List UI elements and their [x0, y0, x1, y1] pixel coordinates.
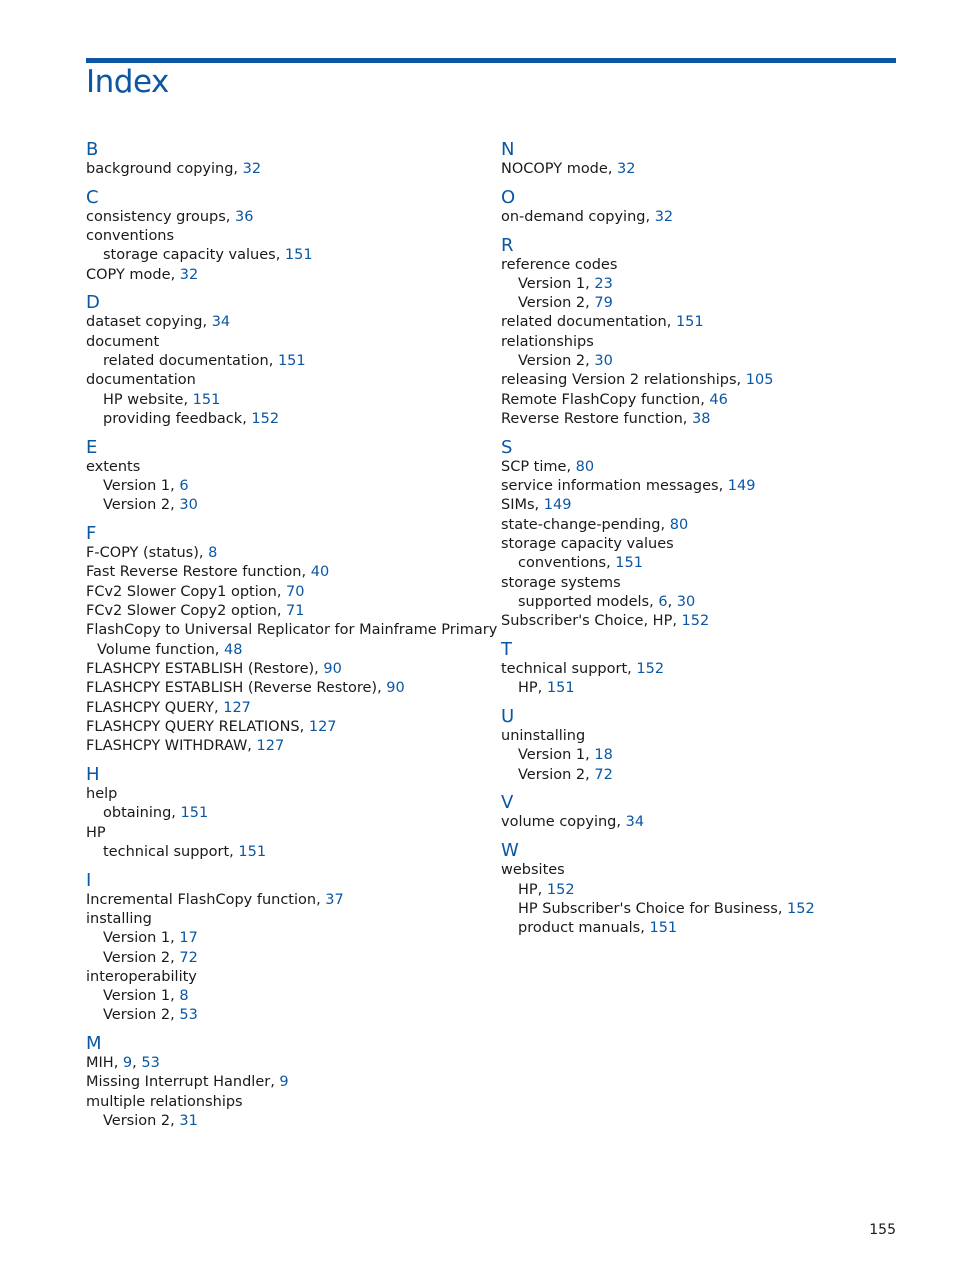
index-entry [86, 227, 486, 246]
section-letter: H [86, 763, 100, 785]
page-reference-link[interactable]: 151 [649, 920, 678, 937]
entry-term: interoperability [86, 968, 197, 985]
index-entry [86, 563, 486, 582]
entry-term: on-demand copying [501, 208, 646, 225]
page-reference-link[interactable]: 37 [325, 891, 344, 908]
index-entry [501, 612, 901, 631]
page-reference-link[interactable]: 151 [192, 391, 221, 408]
entry-term: Volume function [97, 641, 215, 658]
index-entry [501, 660, 901, 679]
page-reference-link[interactable]: 31 [179, 1113, 198, 1130]
entry-term: Version 1 [103, 988, 171, 1005]
entry-term: FLASHCPY WITHDRAW [86, 738, 248, 755]
index-entry [501, 256, 901, 275]
page-reference-link[interactable]: 6 [658, 593, 668, 610]
page-reference-link[interactable]: 152 [681, 613, 710, 630]
page-reference-link[interactable]: 152 [787, 900, 815, 917]
page-title: Index [86, 64, 169, 100]
index-entry [86, 313, 486, 332]
entry-separator: , [585, 766, 595, 783]
index-subentry [86, 804, 486, 823]
entry-term: extents [86, 458, 141, 475]
section-letter: B [86, 139, 99, 160]
entry-separator: , [537, 881, 547, 898]
index-subentry [86, 949, 486, 968]
index-section-o [501, 188, 901, 227]
page-reference-link[interactable]: 80 [575, 458, 595, 475]
index-entry [86, 208, 486, 227]
index-entry [501, 391, 901, 410]
index-section-s [501, 438, 901, 632]
section-letter: E [86, 436, 98, 458]
entry-separator: , [170, 988, 180, 1005]
entry-separator: , [170, 1007, 180, 1024]
index-entry [86, 458, 486, 477]
index-section-u [501, 707, 901, 785]
entry-term: uninstalling [501, 728, 586, 745]
index-section-c [86, 188, 486, 285]
entry-term: FCv2 Slower Copy1 option [86, 583, 277, 600]
section-letter: I [86, 869, 92, 891]
entry-separator: , [314, 660, 324, 677]
entry-term: Reverse Restore function [501, 410, 683, 427]
section-letter: D [86, 292, 100, 314]
index-entry [86, 621, 498, 640]
entry-separator: , [170, 478, 180, 495]
entry-term: Version 2 [103, 497, 171, 514]
entry-separator: , [299, 718, 309, 735]
index-subentry [86, 477, 486, 496]
index-entry [86, 718, 486, 737]
page-reference-link[interactable]: 30 [179, 497, 198, 514]
entry-separator: , [316, 891, 326, 908]
page-reference-link[interactable]: 71 [286, 603, 305, 620]
entry-separator: , [247, 738, 257, 755]
header-rule [86, 58, 896, 63]
index-entry [86, 544, 486, 563]
entry-term: conventions [86, 228, 175, 245]
index-entry [86, 1093, 486, 1112]
index-entry [501, 208, 901, 227]
index-entry [86, 1054, 486, 1073]
entry-term: Version 1 [518, 747, 586, 764]
index-subentry [86, 1112, 486, 1131]
entry-separator: , [585, 747, 595, 764]
section-letter: S [501, 436, 513, 458]
index-entry [501, 313, 901, 332]
page-reference-link[interactable]: 46 [709, 391, 728, 408]
entry-separator: , [229, 843, 239, 860]
entry-separator: , [640, 920, 650, 937]
page-reference-link[interactable]: 72 [594, 766, 613, 783]
index-entry [86, 583, 486, 602]
index-section-v [501, 793, 901, 832]
page-reference-link[interactable]: 152 [251, 410, 280, 427]
entry-separator: , [233, 161, 243, 177]
entry-term: F-COPY (status) [86, 545, 199, 562]
entry-separator: , [534, 497, 544, 514]
index-entry [501, 410, 901, 429]
entry-separator: , [276, 583, 287, 600]
entry-separator: , [214, 699, 224, 716]
index-section-f [86, 523, 498, 756]
entry-term: consistency groups [86, 208, 226, 225]
index-entry [86, 660, 486, 679]
index-section-e [86, 438, 486, 516]
entry-separator: , [377, 680, 387, 697]
page-reference-link[interactable]: 32 [617, 161, 636, 177]
entry-separator: , [170, 266, 180, 283]
index-section-r [501, 236, 901, 430]
page-reference-link[interactable]: 40 [310, 564, 330, 581]
index-entry [86, 737, 486, 756]
index-entry [86, 266, 486, 285]
entry-term: FLASHCPY ESTABLISH (Reverse Restore) [86, 680, 378, 697]
index-entry [86, 371, 486, 390]
entry-separator: , [132, 1055, 142, 1072]
entry-separator: , [214, 641, 224, 658]
entry-separator: , [268, 353, 278, 370]
index-entry [501, 516, 901, 535]
index-subentry [501, 900, 901, 919]
entry-term: related documentation [103, 353, 269, 370]
section-letter: C [86, 186, 99, 208]
page-reference-link[interactable]: 70 [286, 583, 305, 600]
page-reference-link[interactable]: 152 [546, 881, 575, 898]
entry-term: related documentation [501, 314, 667, 331]
entry-separator: , [275, 247, 285, 264]
entry-separator: , [672, 613, 682, 630]
index-entry [501, 727, 901, 746]
page-reference-link[interactable]: 34 [625, 814, 645, 831]
index-entry [86, 824, 486, 843]
page-reference-link[interactable]: 32 [654, 208, 674, 225]
page-reference-link[interactable]: 38 [691, 410, 711, 427]
page-reference-link[interactable]: 30 [676, 593, 696, 610]
page-reference-link[interactable]: 127 [223, 699, 251, 716]
entry-separator: , [170, 497, 180, 514]
page-reference-link[interactable]: 23 [594, 275, 613, 292]
page-reference-link[interactable]: 127 [308, 718, 337, 735]
entry-separator: , [170, 949, 180, 966]
index-subentry [86, 641, 486, 660]
page-reference-link[interactable]: 151 [546, 680, 575, 697]
index-subentry [501, 679, 901, 698]
entry-term: multiple relationships [86, 1093, 243, 1110]
index-subentry [86, 929, 486, 948]
page-reference-link[interactable]: 8 [208, 545, 218, 562]
entry-term: technical support [501, 660, 628, 677]
page-reference-link[interactable]: 149 [727, 478, 756, 495]
entry-term: Version 1 [103, 478, 171, 495]
index-entry [501, 813, 901, 832]
entry-term: Version 2 [103, 949, 171, 966]
entry-separator: , [276, 603, 287, 620]
index-entry [86, 910, 486, 929]
entry-separator: , [667, 593, 677, 610]
index-entry [86, 1073, 486, 1092]
entry-term: Version 2 [518, 766, 586, 783]
index-entry [501, 371, 901, 390]
index-subentry [501, 746, 901, 765]
page-reference-link[interactable]: 90 [323, 660, 342, 677]
entry-separator: , [660, 516, 670, 533]
index-subentry [86, 410, 486, 429]
page-reference-link[interactable]: 151 [238, 843, 267, 860]
entry-separator: , [777, 900, 788, 917]
entry-term: Fast Reverse Restore function [86, 564, 302, 581]
entry-term: documentation [86, 372, 196, 389]
entry-term: background copying [86, 161, 234, 177]
entry-separator: , [700, 391, 710, 408]
entry-term: HP [518, 881, 538, 898]
entry-separator: , [666, 314, 676, 331]
entry-separator: , [170, 1113, 180, 1130]
page-reference-link[interactable]: 152 [636, 660, 665, 677]
entry-separator: , [566, 458, 576, 475]
index-section-d [86, 293, 486, 429]
index-subentry [501, 352, 901, 371]
section-letter: N [501, 139, 515, 160]
entry-separator: , [585, 275, 595, 292]
entry-term: storage systems [501, 574, 621, 591]
entry-term: conventions [518, 555, 607, 572]
index-entry [501, 574, 901, 593]
page-reference-link[interactable]: 18 [594, 747, 613, 764]
entry-term: releasing Version 2 relationships [501, 372, 737, 389]
index-entry [86, 891, 486, 910]
entry-separator: , [225, 208, 236, 225]
page-reference-link[interactable]: 127 [256, 738, 285, 755]
entry-term: storage capacity values [501, 535, 674, 552]
page-reference-link[interactable]: 149 [543, 497, 572, 514]
index-column-left [86, 139, 498, 1140]
index-section-n [501, 140, 901, 179]
section-letter: V [501, 792, 514, 814]
page-reference-link[interactable]: 8 [179, 988, 189, 1005]
entry-term: HP [518, 680, 538, 697]
entry-separator: , [585, 295, 595, 312]
index-section-w [501, 841, 901, 938]
entry-separator: , [537, 680, 547, 697]
entry-separator: , [270, 1074, 280, 1091]
section-letter: T [501, 638, 512, 660]
index-subentry [501, 593, 901, 612]
entry-term: service information messages [501, 478, 719, 495]
entry-separator: , [736, 372, 746, 389]
page-reference-link[interactable]: 34 [211, 314, 231, 331]
index-entry [86, 968, 486, 987]
entry-term: SCP time [501, 458, 567, 475]
entry-separator: , [198, 545, 209, 562]
entry-term: FCv2 Slower Copy2 option [86, 603, 277, 620]
page-reference-link[interactable]: 53 [141, 1055, 160, 1072]
index-section-h [86, 765, 486, 862]
page-reference-link[interactable]: 36 [235, 208, 254, 225]
index-subentry [501, 275, 901, 294]
section-letter: F [86, 523, 97, 545]
entry-term: providing feedback [103, 410, 243, 427]
entry-term: Version 2 [103, 1113, 171, 1130]
entry-separator: , [645, 208, 655, 225]
index-subentry [86, 987, 486, 1006]
page-reference-link[interactable]: 151 [277, 353, 306, 370]
index-subentry [501, 294, 901, 313]
section-letter: U [501, 706, 515, 728]
page-reference-link[interactable]: 151 [675, 314, 704, 331]
page-reference-link[interactable]: 105 [745, 372, 774, 389]
entry-term: help [86, 785, 118, 802]
page-reference-link[interactable]: 79 [594, 295, 613, 312]
page-reference-link[interactable]: 6 [179, 478, 189, 495]
index-entry [501, 160, 901, 179]
index-subentry [86, 1006, 486, 1025]
section-letter: R [501, 234, 514, 256]
index-subentry [86, 843, 486, 862]
entry-term: Missing Interrupt Handler [86, 1074, 271, 1091]
entry-term: Version 2 [103, 1007, 171, 1024]
page-reference-link[interactable]: 30 [594, 353, 613, 370]
entry-term: product manuals [518, 920, 641, 937]
entry-separator: , [607, 161, 618, 177]
page-number: 155 [869, 1222, 896, 1238]
index-entry [501, 333, 901, 352]
entry-separator: , [718, 478, 728, 495]
page-reference-link[interactable]: 151 [180, 805, 209, 822]
entry-separator: , [183, 391, 193, 408]
entry-separator: , [606, 555, 616, 572]
index-entry [86, 160, 486, 179]
entry-term: Version 1 [103, 930, 171, 947]
index-entry [86, 602, 486, 621]
page-reference-link[interactable]: 9 [279, 1074, 289, 1091]
page-reference-link[interactable]: 72 [179, 949, 198, 966]
entry-term: HP website [103, 391, 184, 408]
entry-term: document [86, 333, 160, 350]
index-entry [501, 477, 901, 496]
entry-term: Remote FlashCopy function [501, 391, 701, 408]
page-reference-link[interactable]: 48 [224, 641, 243, 658]
page-reference-link[interactable]: 32 [179, 266, 199, 283]
entry-separator: , [301, 564, 311, 581]
entry-term: NOCOPY mode [501, 161, 608, 177]
entry-separator: , [649, 593, 659, 610]
entry-term: FLASHCPY QUERY [86, 699, 214, 716]
index-section-i [86, 871, 486, 1026]
entry-term: supported models [518, 593, 650, 610]
entry-separator: , [682, 410, 692, 427]
index-subentry [86, 352, 486, 371]
entry-term: websites [501, 862, 565, 879]
entry-term: Version 1 [518, 275, 586, 292]
entry-term: storage capacity values [103, 247, 276, 264]
entry-term: HP Subscriber's Choice for Business [518, 900, 778, 917]
entry-term: installing [86, 910, 152, 927]
page-reference-link[interactable]: 53 [179, 1007, 198, 1024]
index-section-t [501, 640, 901, 699]
entry-term: state-change-pending [501, 516, 661, 533]
index-entry [86, 333, 486, 352]
entry-term: technical support [103, 843, 230, 860]
index-entry [86, 679, 486, 698]
index-entry [501, 496, 901, 515]
entry-term: SIMs [501, 497, 535, 514]
index-subentry [501, 881, 901, 900]
entry-term: Incremental FlashCopy function [86, 891, 317, 908]
entry-separator: , [627, 660, 637, 677]
index-subentry [501, 919, 901, 938]
page-reference-link[interactable]: 32 [242, 161, 262, 177]
section-letter: O [501, 186, 516, 208]
index-entry [86, 699, 486, 718]
page-reference-link[interactable]: 90 [386, 680, 405, 697]
index-entry [501, 535, 901, 554]
index-section-b [86, 140, 486, 179]
entry-term: Subscriber's Choice, HP [501, 613, 673, 630]
page-reference-link[interactable]: 17 [179, 930, 198, 947]
entry-term: FlashCopy to Universal Replicator for Mainframe Primary [86, 622, 498, 639]
index-entry [501, 861, 901, 880]
index-entry [501, 458, 901, 477]
entry-term: MIH [86, 1055, 114, 1072]
index-subentry [501, 554, 901, 573]
entry-term: relationships [501, 333, 594, 350]
page-reference-link[interactable]: 151 [284, 247, 313, 264]
index-entry [86, 785, 486, 804]
entry-term: FLASHCPY ESTABLISH (Restore) [86, 660, 315, 677]
index-subentry [501, 766, 901, 785]
entry-term: HP [86, 824, 106, 841]
entry-separator: , [171, 805, 181, 822]
index-column-right [501, 140, 901, 947]
section-letter: W [501, 840, 519, 862]
entry-term: FLASHCPY QUERY RELATIONS [86, 718, 300, 735]
entry-term: reference codes [501, 256, 618, 273]
entry-separator: , [170, 930, 180, 947]
entry-term: dataset copying [86, 314, 203, 331]
entry-separator: , [616, 814, 626, 831]
entry-separator: , [585, 353, 595, 370]
entry-separator: , [242, 410, 252, 427]
index-subentry [86, 246, 486, 265]
page-reference-link[interactable]: 80 [669, 516, 689, 533]
entry-separator: , [113, 1055, 123, 1072]
index-subentry [86, 391, 486, 410]
page-reference-link[interactable]: 9 [122, 1055, 133, 1072]
entry-term: volume copying [501, 814, 617, 831]
entry-term: Version 2 [518, 353, 586, 370]
entry-separator: , [202, 314, 212, 331]
entry-term: COPY mode [86, 266, 171, 283]
section-letter: M [86, 1033, 102, 1055]
entry-term: obtaining [103, 805, 172, 822]
entry-term: Version 2 [518, 295, 586, 312]
index-subentry [86, 496, 486, 515]
index-section-m [86, 1034, 486, 1131]
page-reference-link[interactable]: 151 [615, 555, 643, 572]
